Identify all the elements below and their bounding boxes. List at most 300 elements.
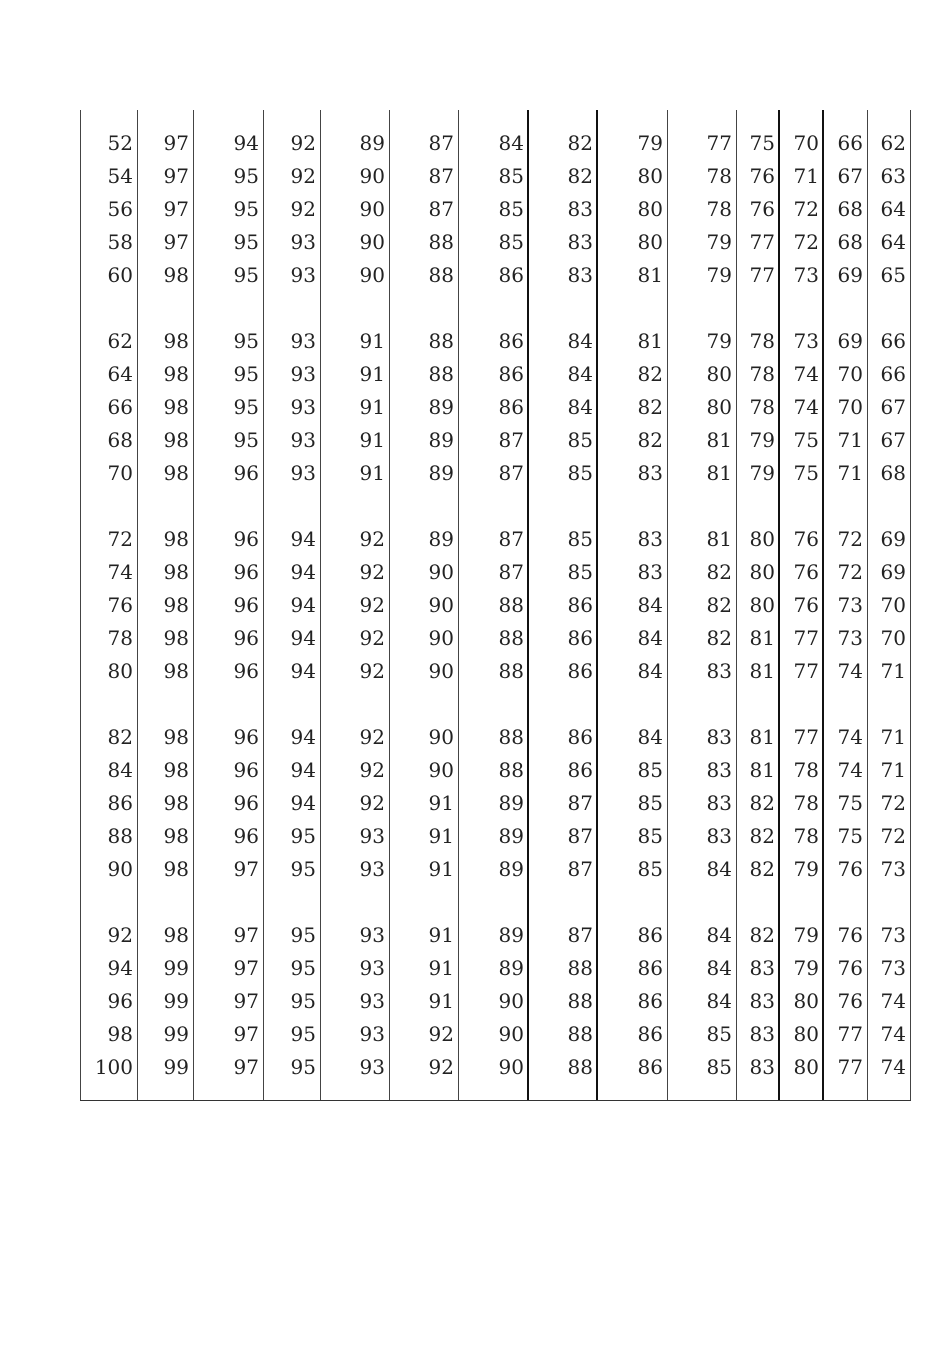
row-header-cell: 68: [107, 428, 133, 452]
row-header-cell: 58: [107, 230, 133, 254]
table-cell: 78: [706, 197, 732, 221]
table-cell: 86: [567, 626, 593, 650]
table-cell: 93: [359, 824, 385, 848]
table-cell: 71: [837, 461, 863, 485]
table-cell: 88: [428, 230, 454, 254]
table-cell: 66: [880, 329, 906, 353]
table-cell: 87: [498, 461, 524, 485]
table-cell: 79: [749, 428, 775, 452]
table-cell: 98: [163, 395, 189, 419]
table-cell: 75: [793, 428, 819, 452]
table-cell: 69: [837, 263, 863, 287]
table-cell: 78: [793, 824, 819, 848]
table-cell: 99: [163, 1055, 189, 1079]
table-cell: 67: [880, 428, 906, 452]
table-cell: 89: [428, 527, 454, 551]
row-header-cell: 54: [107, 164, 133, 188]
table-cell: 67: [837, 164, 863, 188]
table-cell: 82: [637, 395, 663, 419]
table-cell: 76: [837, 989, 863, 1013]
table-cell: 80: [749, 593, 775, 617]
table-cell: 83: [749, 1022, 775, 1046]
table-cell: 94: [290, 527, 316, 551]
table-cell: 96: [233, 626, 259, 650]
table-cell: 80: [793, 989, 819, 1013]
table-cell: 79: [793, 857, 819, 881]
table-cell: 86: [637, 989, 663, 1013]
table-cell: 87: [428, 197, 454, 221]
column-divider: [263, 110, 264, 1100]
column-divider: [910, 110, 911, 1100]
table-cell: 64: [880, 230, 906, 254]
table-cell: 92: [428, 1055, 454, 1079]
table-cell: 75: [749, 131, 775, 155]
table-cell: 93: [359, 857, 385, 881]
table-cell: 97: [233, 1022, 259, 1046]
table-cell: 78: [793, 791, 819, 815]
table-cell: 87: [498, 527, 524, 551]
table-cell: 90: [428, 560, 454, 584]
table-cell: 87: [498, 560, 524, 584]
table-cell: 89: [428, 428, 454, 452]
row-header-cell: 96: [107, 989, 133, 1013]
row-header-cell: 88: [107, 824, 133, 848]
table-cell: 91: [359, 329, 385, 353]
table-cell: 63: [880, 164, 906, 188]
table-cell: 92: [359, 593, 385, 617]
table-cell: 68: [837, 197, 863, 221]
table-cell: 99: [163, 989, 189, 1013]
table-cell: 76: [793, 593, 819, 617]
table-cell: 82: [749, 857, 775, 881]
table-cell: 82: [637, 428, 663, 452]
table-cell: 83: [706, 758, 732, 782]
table-cell: 78: [749, 395, 775, 419]
table-cell: 88: [498, 659, 524, 683]
table-cell: 83: [637, 560, 663, 584]
table-cell: 94: [290, 593, 316, 617]
table-cell: 98: [163, 560, 189, 584]
row-header-cell: 56: [107, 197, 133, 221]
row-header-cell: 62: [107, 329, 133, 353]
table-cell: 76: [749, 197, 775, 221]
table-cell: 83: [567, 230, 593, 254]
table-cell: 89: [428, 461, 454, 485]
table-cell: 84: [706, 857, 732, 881]
column-divider: [193, 110, 194, 1100]
row-header-cell: 92: [107, 923, 133, 947]
table-cell: 93: [290, 230, 316, 254]
table-cell: 80: [637, 197, 663, 221]
table-cell: 83: [749, 1055, 775, 1079]
table-cell: 80: [637, 230, 663, 254]
table-cell: 81: [749, 725, 775, 749]
table-cell: 87: [567, 824, 593, 848]
table-cell: 73: [880, 857, 906, 881]
table-cell: 89: [359, 131, 385, 155]
table-cell: 86: [567, 725, 593, 749]
row-header-cell: 76: [107, 593, 133, 617]
table-cell: 95: [233, 395, 259, 419]
table-cell: 95: [233, 329, 259, 353]
table-cell: 95: [233, 164, 259, 188]
table-cell: 93: [290, 428, 316, 452]
table-cell: 91: [359, 428, 385, 452]
column-divider: [667, 110, 668, 1100]
table-cell: 76: [837, 857, 863, 881]
table-cell: 91: [428, 956, 454, 980]
table-cell: 74: [880, 1022, 906, 1046]
column-divider: [596, 110, 598, 1100]
table-cell: 79: [749, 461, 775, 485]
table-cell: 94: [233, 131, 259, 155]
table-cell: 93: [290, 263, 316, 287]
table-cell: 74: [880, 1055, 906, 1079]
table-cell: 94: [290, 560, 316, 584]
table-cell: 81: [637, 329, 663, 353]
table-cell: 86: [498, 362, 524, 386]
table-cell: 91: [428, 857, 454, 881]
table-cell: 83: [706, 824, 732, 848]
table-cell: 88: [428, 329, 454, 353]
table-cell: 93: [359, 956, 385, 980]
table-cell: 79: [706, 329, 732, 353]
table-cell: 85: [637, 791, 663, 815]
row-header-cell: 100: [94, 1055, 133, 1079]
table-cell: 96: [233, 824, 259, 848]
table-cell: 86: [637, 1055, 663, 1079]
table-cell: 96: [233, 461, 259, 485]
table-cell: 86: [567, 758, 593, 782]
table-cell: 70: [880, 593, 906, 617]
table-cell: 78: [749, 329, 775, 353]
table-cell: 69: [880, 527, 906, 551]
table-cell: 77: [749, 230, 775, 254]
column-divider: [389, 110, 390, 1100]
table-cell: 87: [567, 923, 593, 947]
table-cell: 95: [233, 362, 259, 386]
table-cell: 85: [498, 230, 524, 254]
table-cell: 85: [498, 164, 524, 188]
table-cell: 77: [706, 131, 732, 155]
table-cell: 90: [359, 164, 385, 188]
table-cell: 84: [498, 131, 524, 155]
table-cell: 66: [880, 362, 906, 386]
table-cell: 98: [163, 659, 189, 683]
table-cell: 77: [793, 725, 819, 749]
table-cell: 89: [498, 791, 524, 815]
row-header-cell: 60: [107, 263, 133, 287]
table-cell: 96: [233, 725, 259, 749]
table-cell: 93: [290, 329, 316, 353]
table-cell: 89: [498, 923, 524, 947]
table-cell: 74: [837, 758, 863, 782]
table-cell: 78: [706, 164, 732, 188]
table-cell: 76: [837, 956, 863, 980]
table-cell: 90: [428, 626, 454, 650]
table-cell: 88: [567, 1055, 593, 1079]
table-cell: 77: [793, 659, 819, 683]
table-cell: 73: [880, 923, 906, 947]
row-header-cell: 74: [107, 560, 133, 584]
table-cell: 83: [706, 725, 732, 749]
table-cell: 93: [359, 1055, 385, 1079]
table-cell: 79: [706, 263, 732, 287]
table-cell: 94: [290, 725, 316, 749]
column-divider: [822, 110, 824, 1100]
table-cell: 97: [233, 956, 259, 980]
table-cell: 73: [837, 593, 863, 617]
table-cell: 92: [359, 527, 385, 551]
table-cell: 78: [793, 758, 819, 782]
table-cell: 71: [837, 428, 863, 452]
table-cell: 98: [163, 725, 189, 749]
table-cell: 98: [163, 527, 189, 551]
table-cell: 66: [837, 131, 863, 155]
table-cell: 96: [233, 593, 259, 617]
table-cell: 88: [498, 725, 524, 749]
table-cell: 98: [163, 593, 189, 617]
table-cell: 90: [428, 725, 454, 749]
table-cell: 87: [567, 857, 593, 881]
table-cell: 65: [880, 263, 906, 287]
row-header-cell: 78: [107, 626, 133, 650]
table-cell: 72: [793, 230, 819, 254]
table-cell: 82: [749, 791, 775, 815]
table-cell: 78: [749, 362, 775, 386]
table-cell: 95: [233, 197, 259, 221]
table-cell: 98: [163, 263, 189, 287]
table-cell: 62: [880, 131, 906, 155]
table-cell: 96: [233, 791, 259, 815]
table-cell: 96: [233, 659, 259, 683]
table-cell: 97: [163, 164, 189, 188]
table-cell: 95: [290, 1022, 316, 1046]
table-cell: 79: [706, 230, 732, 254]
table-cell: 97: [233, 1055, 259, 1079]
table-cell: 90: [428, 593, 454, 617]
table-cell: 82: [637, 362, 663, 386]
table-cell: 98: [163, 857, 189, 881]
table-cell: 85: [637, 758, 663, 782]
row-header-cell: 86: [107, 791, 133, 815]
table-cell: 88: [498, 593, 524, 617]
table-cell: 95: [233, 428, 259, 452]
table-cell: 95: [290, 1055, 316, 1079]
table-cell: 92: [359, 758, 385, 782]
table-cell: 85: [498, 197, 524, 221]
table-cell: 84: [706, 989, 732, 1013]
table-cell: 82: [567, 164, 593, 188]
table-cell: 91: [359, 362, 385, 386]
table-cell: 82: [567, 131, 593, 155]
table-cell: 99: [163, 956, 189, 980]
table-cell: 88: [428, 362, 454, 386]
table-cell: 77: [793, 626, 819, 650]
table-cell: 67: [880, 395, 906, 419]
row-header-cell: 52: [107, 131, 133, 155]
table-cell: 84: [637, 725, 663, 749]
table-cell: 72: [880, 824, 906, 848]
table-cell: 88: [567, 1022, 593, 1046]
table-cell: 90: [498, 989, 524, 1013]
table-cell: 71: [793, 164, 819, 188]
table-cell: 79: [637, 131, 663, 155]
table-cell: 68: [880, 461, 906, 485]
table-cell: 93: [359, 1022, 385, 1046]
table-cell: 86: [567, 593, 593, 617]
table-cell: 88: [428, 263, 454, 287]
table-cell: 93: [290, 362, 316, 386]
table-cell: 68: [837, 230, 863, 254]
table-cell: 76: [793, 560, 819, 584]
table-cell: 90: [428, 758, 454, 782]
table-cell: 75: [837, 824, 863, 848]
table-cell: 80: [706, 395, 732, 419]
table-cell: 89: [498, 956, 524, 980]
table-cell: 74: [880, 989, 906, 1013]
table-cell: 85: [706, 1055, 732, 1079]
table-cell: 98: [163, 626, 189, 650]
table-cell: 90: [498, 1055, 524, 1079]
table-cell: 94: [290, 758, 316, 782]
column-divider: [527, 110, 529, 1100]
table-cell: 84: [637, 626, 663, 650]
table-cell: 90: [428, 659, 454, 683]
table-cell: 76: [749, 164, 775, 188]
table-cell: 98: [163, 461, 189, 485]
table-cell: 94: [290, 626, 316, 650]
table-cell: 69: [880, 560, 906, 584]
column-divider: [137, 110, 138, 1100]
table-cell: 88: [567, 989, 593, 1013]
table-cell: 92: [359, 791, 385, 815]
row-header-cell: 80: [107, 659, 133, 683]
table-cell: 83: [706, 791, 732, 815]
score-table: [80, 110, 911, 1101]
row-header-cell: 82: [107, 725, 133, 749]
table-cell: 96: [233, 560, 259, 584]
table-cell: 91: [359, 395, 385, 419]
column-divider: [320, 110, 321, 1100]
table-cell: 98: [163, 758, 189, 782]
table-cell: 81: [706, 461, 732, 485]
table-cell: 84: [567, 329, 593, 353]
column-divider: [736, 110, 737, 1100]
row-header-cell: 98: [107, 1022, 133, 1046]
table-cell: 79: [793, 923, 819, 947]
table-cell: 97: [233, 857, 259, 881]
table-cell: 83: [637, 527, 663, 551]
table-cell: 92: [290, 164, 316, 188]
table-cell: 98: [163, 362, 189, 386]
table-cell: 77: [837, 1022, 863, 1046]
table-cell: 80: [749, 560, 775, 584]
table-cell: 95: [290, 824, 316, 848]
table-cell: 90: [359, 230, 385, 254]
row-header-cell: 72: [107, 527, 133, 551]
table-cell: 96: [233, 527, 259, 551]
row-header-cell: 94: [107, 956, 133, 980]
table-cell: 81: [706, 527, 732, 551]
table-cell: 88: [498, 758, 524, 782]
table-cell: 97: [163, 197, 189, 221]
table-cell: 72: [837, 560, 863, 584]
table-cell: 90: [359, 197, 385, 221]
table-cell: 84: [637, 593, 663, 617]
table-cell: 91: [359, 461, 385, 485]
table-cell: 81: [637, 263, 663, 287]
table-cell: 86: [567, 659, 593, 683]
table-cell: 81: [749, 758, 775, 782]
table-cell: 95: [233, 263, 259, 287]
row-header-cell: 84: [107, 758, 133, 782]
table-cell: 83: [637, 461, 663, 485]
table-cell: 72: [837, 527, 863, 551]
table-cell: 80: [706, 362, 732, 386]
table-cell: 82: [706, 626, 732, 650]
table-cell: 84: [567, 395, 593, 419]
table-cell: 72: [793, 197, 819, 221]
table-cell: 70: [837, 395, 863, 419]
table-cell: 88: [567, 956, 593, 980]
table-cell: 81: [749, 626, 775, 650]
table-cell: 86: [637, 923, 663, 947]
table-cell: 88: [498, 626, 524, 650]
table-cell: 83: [706, 659, 732, 683]
table-cell: 85: [637, 857, 663, 881]
table-cell: 99: [163, 1022, 189, 1046]
table-cell: 79: [793, 956, 819, 980]
table-cell: 81: [706, 428, 732, 452]
table-cell: 81: [749, 659, 775, 683]
table-cell: 92: [359, 725, 385, 749]
table-cell: 91: [428, 923, 454, 947]
table-cell: 71: [880, 659, 906, 683]
table-cell: 83: [567, 197, 593, 221]
table-cell: 73: [793, 329, 819, 353]
table-cell: 80: [793, 1022, 819, 1046]
table-cell: 93: [290, 395, 316, 419]
table-cell: 95: [290, 857, 316, 881]
table-cell: 92: [290, 197, 316, 221]
column-divider: [80, 110, 81, 1100]
table-cell: 86: [498, 395, 524, 419]
table-cell: 98: [163, 428, 189, 452]
table-cell: 75: [793, 461, 819, 485]
table-cell: 77: [837, 1055, 863, 1079]
table-cell: 84: [637, 659, 663, 683]
table-cell: 73: [793, 263, 819, 287]
table-cell: 85: [567, 527, 593, 551]
table-cell: 82: [706, 593, 732, 617]
table-cell: 73: [880, 956, 906, 980]
table-cell: 92: [359, 626, 385, 650]
table-cell: 95: [290, 989, 316, 1013]
row-header-cell: 66: [107, 395, 133, 419]
table-cell: 85: [637, 824, 663, 848]
table-cell: 64: [880, 197, 906, 221]
table-cell: 86: [498, 263, 524, 287]
table-cell: 86: [498, 329, 524, 353]
table-cell: 95: [290, 923, 316, 947]
table-cell: 77: [749, 263, 775, 287]
table-cell: 98: [163, 791, 189, 815]
table-cell: 91: [428, 989, 454, 1013]
table-cell: 95: [290, 956, 316, 980]
table-cell: 86: [637, 956, 663, 980]
column-divider: [778, 110, 780, 1100]
